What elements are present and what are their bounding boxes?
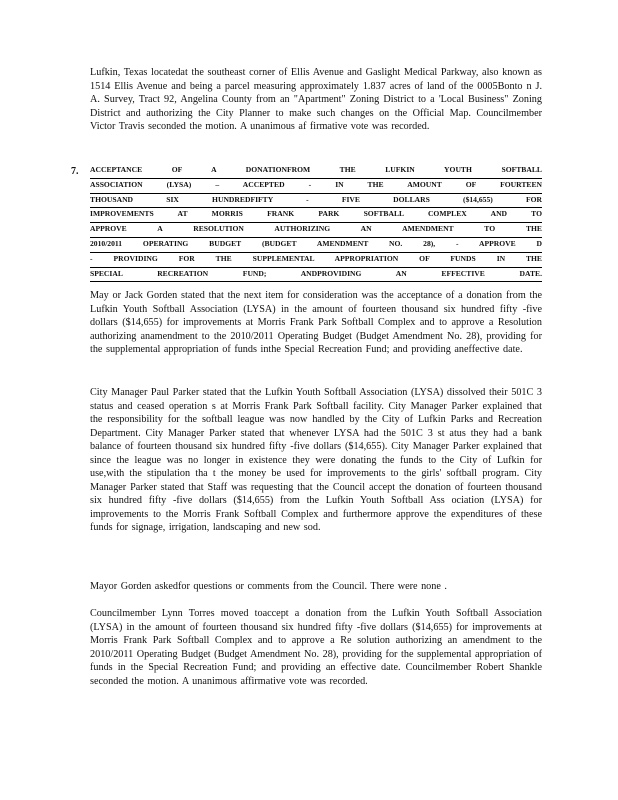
paragraph-motion: Councilmember Lynn Torres moved toaccept a donation from the Lufkin Youth Softball Association (LYSA) in the amount of fourteen thousand six hundred fifty -five dollars ($14,655) for improvements at Morris Frank Park Softball Complex and to approve a Re solution authorizing an amendment to the 2010/2011 Operating Budget (Budget Amendment No. 28), providing for the supplemental appropriation of funds in the Special Recreation Fund; and providing an effective date. Councilmember Robert Shankle seconded the motion. A unanimous affirmative vote was recorded. [90,608,542,687]
heading-line: THOUSAND SIX HUNDREDFIFTY - FIVE DOLLARS ($14,655) FOR [90,194,542,209]
heading-line: IMPROVEMENTS AT MORRIS FRANK PARK SOFTBALL COMPLEX AND TO [90,208,542,223]
heading-line: - PROVIDING FOR THE SUPPLEMENTAL APPROPRIATION OF FUNDS IN THE [90,253,542,268]
agenda-item-number: 7. [71,166,79,177]
heading-line: ACCEPTANCE OF A DONATIONFROM THE LUFKIN YOUTH SOFTBALL [90,164,542,179]
paragraph-city-manager-statement: City Manager Paul Parker stated that the Lufkin Youth Softball Association (LYSA) dissolved their 501C 3 status and ceased operation s at Morris Frank Park Softball facility. City Manager Parker explained that the responsibility for the softball league was now handled by the City of Lufkin Parks and Recreation Department. City Manager Parker stated that whenever LYSA had the 501C 3 st atus they had a bank balance of fourteen thousand six hundred fifty -five dollars ($14,655). City Manager Parker explained that since the league was no longer in existence they were donating the funds to the City of Lufkin for use,with the stipulation tha t the money be used for improvements to the girls' softball program. City Manager Parker stated that Staff was requesting that the Council accept the donation of fourteen thousand six hundred fifty -five dollars ($14,655) from the Lufkin Youth Softball Ass ociation (LYSA) for improvements to the Morris Frank Softball Complex and furthermore approve the expenditures of these funds for signage, irrigation, landscaping and new sod. [90,387,542,533]
heading-line: ASSOCIATION (LYSA) – ACCEPTED - IN THE AMOUNT OF FOURTEEN [90,179,542,194]
paragraph-questions: Mayor Gorden askedfor questions or comments from the Council. There were none . [90,581,447,592]
intro-paragraph: Lufkin, Texas locatedat the southeast corner of Ellis Avenue and Gaslight Medical Parkway, also known as 1514 Ellis Avenue and being a parcel measuring approximately 1.837 acres of land of the 0005Bonto n J. A. Survey, Tract 92, Angelina County from an "Apartment" Zoning District to a 'Local Business" Zoning District and authorizing the City Planner to make such changes on the Official Map. Councilmember Victor Travis seconded the motion. A unanimous af firmative vote was recorded. [90,67,542,132]
heading-line: SPECIAL RECREATION FUND; ANDPROVIDING AN EFFECTIVE DATE. [90,268,542,283]
paragraph-mayor-statement: May or Jack Gorden stated that the next item for consideration was the acceptance of a donation from the Lufkin Youth Softball Association (LYSA) in the amount of fourteen thousand six hundred fifty -five dollars ($14,655) for improvements at Morris Frank Park Softball Complex and to approve a Resolution authorizing anamendment to the 2010/2011 Operating Budget (Budget Amendment No. 28), providing for the supplemental appropriation of funds inthe Special Recreation Fund; and providing aneffective date. [90,290,542,355]
heading-line: APPROVE A RESOLUTION AUTHORIZING AN AMENDMENT TO THE [90,223,542,238]
heading-line: 2010/2011 OPERATING BUDGET (BUDGET AMENDMENT NO. 28), - APPROVE D [90,238,542,253]
agenda-item-heading [90,164,542,282]
